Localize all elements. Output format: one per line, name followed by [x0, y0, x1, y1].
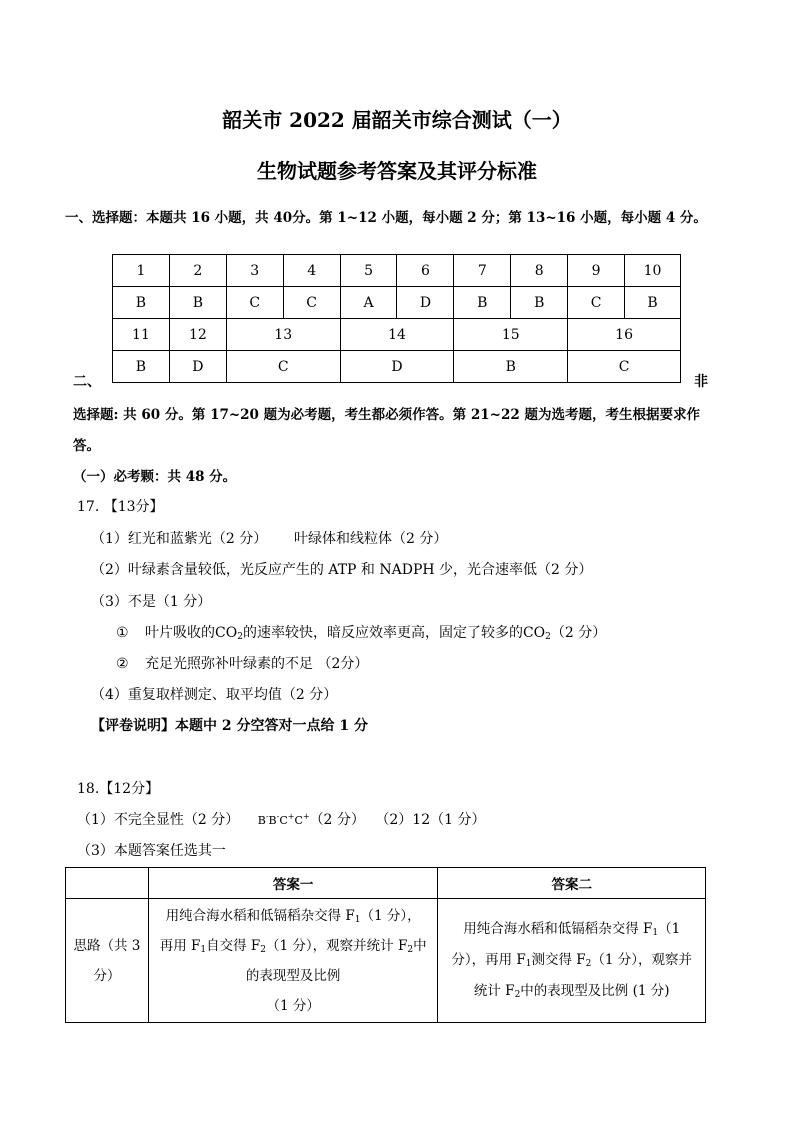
- section2-label-right: 非: [694, 374, 708, 390]
- text: 充足光照弥补叶绿素的不足 （2分）: [145, 656, 369, 672]
- text: 的表现型及比例: [245, 967, 341, 984]
- circled-number: ①: [116, 625, 129, 641]
- text: 分）: [93, 967, 121, 984]
- q18-answer-table: [65, 867, 706, 1023]
- table-row: [113, 255, 681, 287]
- q17-title: 17. 【13分】: [77, 499, 164, 515]
- q17-answer-2: （2）叶绿素含量较低，光反应产生的 ATP 和 NADPH 少，光合速率低（2 分）: [91, 562, 593, 578]
- question-number: 2: [169, 255, 226, 287]
- q17-answer-3: （3）不是（1 分）: [91, 594, 212, 610]
- answer-cell: D: [397, 287, 454, 319]
- text: （2 分）: [550, 625, 607, 641]
- question-number: 6: [397, 255, 454, 287]
- answer-cell: B: [169, 287, 226, 319]
- q17-answer-3-1: [116, 622, 606, 642]
- answer-cell: B: [625, 287, 681, 319]
- text: 叶片吸收的CO: [145, 625, 238, 641]
- answer-cell: C: [226, 351, 340, 383]
- answer-two: [438, 899, 706, 1023]
- table-row: [66, 868, 706, 899]
- question-number: 3: [226, 255, 283, 287]
- row-label: [66, 899, 149, 1023]
- answer-cell: B: [113, 287, 170, 319]
- section2-label-left: 二、: [73, 374, 101, 390]
- q18-answer-line: [77, 809, 485, 829]
- q17-scoring-note: 【评卷说明】本题中 2 分空答对一点给 1 分: [91, 718, 368, 734]
- table-row: [113, 287, 681, 319]
- text: 思路（共 3: [73, 937, 141, 954]
- answer-cell: B: [511, 287, 568, 319]
- table-header-empty: [66, 868, 149, 899]
- answer-cell: D: [169, 351, 226, 383]
- table-row: [66, 899, 706, 1023]
- question-number: 5: [340, 255, 397, 287]
- answer-one: [148, 899, 438, 1023]
- answer-cell: B: [454, 287, 511, 319]
- genotype: B-B-C+C+: [257, 812, 310, 827]
- q17-answer-1: （1）红光和蓝紫光（2 分）: [91, 531, 268, 547]
- question-number: 15: [454, 319, 568, 351]
- section2-heading-cont: 答。: [73, 438, 100, 454]
- table-header: 答案二: [438, 868, 706, 899]
- answer-cell: B: [454, 351, 568, 383]
- answer-cell: C: [226, 287, 283, 319]
- answer-cell: C: [568, 287, 625, 319]
- text: 统计 $F_2$中的表现型及比例 (1 分): [473, 983, 670, 1000]
- text: （1 分）: [266, 997, 320, 1014]
- answer-cell: C: [283, 287, 340, 319]
- question-number: 10: [625, 255, 681, 287]
- q17-answer-1b: 叶绿体和线粒体（2 分）: [294, 531, 448, 547]
- question-number: 16: [568, 319, 681, 351]
- subscript: 2: [237, 632, 243, 642]
- question-number: 12: [169, 319, 226, 351]
- text: （2 分）: [309, 812, 365, 828]
- question-number: 1: [113, 255, 170, 287]
- q18-answer-3: （3）本题答案任选其一: [77, 843, 226, 859]
- answer-cell: C: [568, 351, 681, 383]
- choice-answer-table: [112, 254, 681, 383]
- subscript: 2: [545, 632, 551, 642]
- page-subtitle: 生物试题参考答案及其评分标准: [257, 159, 537, 183]
- question-number: 14: [340, 319, 454, 351]
- question-number: 8: [511, 255, 568, 287]
- text: （1）不完全显性（2 分）: [77, 812, 240, 828]
- q18-title: 18.【12分】: [77, 781, 160, 797]
- page-title: 韶关市 2022 届韶关市综合测试（一）: [222, 108, 572, 132]
- question-number: 9: [568, 255, 625, 287]
- answer-cell: B: [113, 351, 170, 383]
- text: 再用 $F_1$自交得 $F_2(1$ 分），观察并统计 $F_2$中: [159, 937, 427, 955]
- question-number: 7: [454, 255, 511, 287]
- table-header: 答案一: [148, 868, 438, 899]
- question-number: 13: [226, 319, 340, 351]
- section2-heading: 选择题: 共 60 分。第 17~20 题为必考题，考生都必须作答。第 21~22 题为选考题，考生根据要求作: [73, 407, 700, 423]
- text: （2）12（1 分）: [375, 812, 486, 828]
- circled-number: ②: [116, 656, 129, 672]
- question-number: 11: [113, 319, 170, 351]
- section1-heading: 一、选择题：本题共 16 小题，共 40分。第 1~12 小题，每小题 2 分；第 13~16 小题，每小题 4 分。: [65, 210, 707, 226]
- section2-subheading: （一）必考颗：共 48 分。: [73, 469, 237, 485]
- answer-cell: A: [340, 287, 397, 319]
- q17-answer-4: （4）重复取样测定、取平均值（2 分）: [91, 687, 338, 703]
- table-row: [113, 319, 681, 351]
- text: 用纯合海水稻和低镉稻杂交得 $F_1(1$: [463, 921, 681, 938]
- text: 分），再用 $F_1$测交得 $F_2(1$ 分），观察并: [451, 952, 693, 969]
- answer-cell: D: [340, 351, 454, 383]
- question-number: 4: [283, 255, 340, 287]
- q17-answer-3-2: [116, 653, 368, 673]
- text: 的速率较快，暗反应效率更高，固定了较多的CO: [242, 625, 546, 641]
- table-row: [113, 351, 681, 383]
- text: 用纯合海水稻和低镉稻杂交得 $F_1(1$ 分），: [165, 907, 421, 925]
